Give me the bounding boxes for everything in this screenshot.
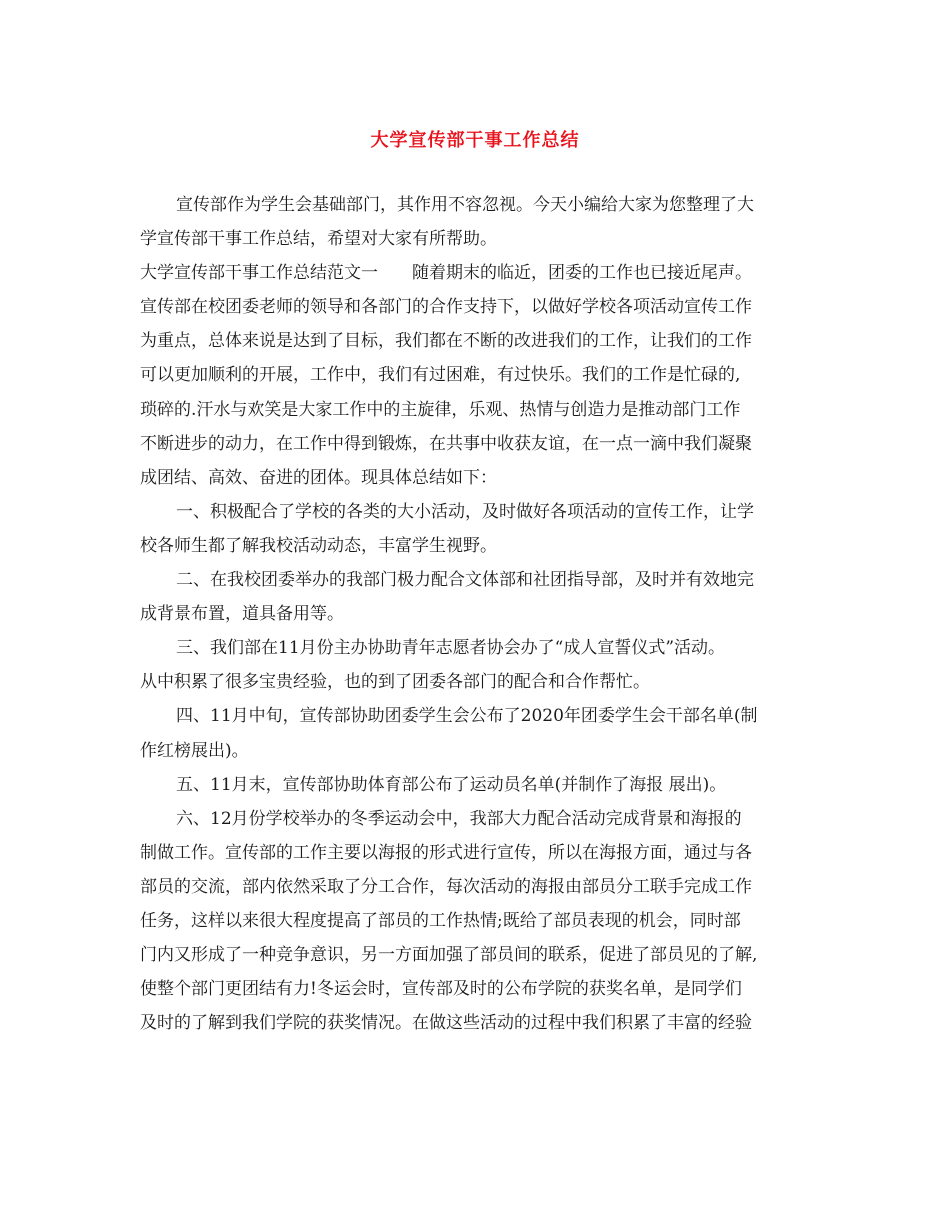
body-line: 门内又形成了一种竞争意识，另一方面加强了部员间的联系，促进了部员见的了解, [140, 945, 758, 966]
body-line: 四、11月中旬，宣传部协助团委学生会公布了2020年团委学生会干部名单(制 [176, 706, 758, 727]
body-line: 任务，这样以来很大程度提高了部员的工作热情;既给了部员表现的机会，同时部 [140, 910, 741, 931]
body-line: 不断进步的动力，在工作中得到锻炼，在共事中收获友谊，在一点一滴中我们凝聚 [140, 433, 752, 454]
body-line: 校各师生都了解我校活动动态，丰富学生视野。 [140, 535, 497, 556]
body-line: 学宣传部干事工作总结，希望对大家有所帮助。 [140, 229, 497, 250]
body-line: 成背景布置，道具备用等。 [140, 604, 344, 625]
body-line: 琐碎的.汗水与欢笑是大家工作中的主旋律，乐观、热情与创造力是推动部门工作 [140, 399, 741, 420]
body-line: 及时的了解到我们学院的获奖情况。在做这些活动的过程中我们积累了丰富的经验 [140, 1013, 752, 1034]
body-line: 一、积极配合了学校的各类的大小活动，及时做好各项活动的宣传工作，让学 [176, 501, 754, 522]
body-line: 制做工作。宣传部的工作主要以海报的形式进行宣传，所以在海报方面，通过与各 [140, 842, 752, 863]
body-line: 五、11月末，宣传部协助体育部公布了运动员名单(并制作了海报 展出)。 [176, 774, 727, 795]
body-line: 成团结、高效、奋进的团体。现具体总结如下： [140, 467, 497, 488]
body-line: 为重点，总体来说是达到了目标，我们都在不断的改进我们的工作，让我们的工作 [140, 331, 752, 352]
body-line: 大学宣传部干事工作总结范文一 随着期末的临近，团委的工作也已接近尾声。 [140, 263, 752, 284]
body-line: 宣传部作为学生会基础部门，其作用不容忽视。今天小编给大家为您整理了大 [176, 195, 754, 215]
body-line: 六、12月份学校举办的冬季运动会中，我部大力配合活动完成背景和海报的 [176, 808, 742, 829]
body-line: 作红榜展出)。 [140, 740, 249, 761]
body-line: 使整个部门更团结有力!冬运会时，宣传部及时的公布学院的获奖名单，是同学们 [140, 979, 742, 1000]
body-line: 宣传部在校团委老师的领导和各部门的合作支持下，以做好学校各项活动宣传工作 [140, 297, 752, 318]
document-body [140, 188, 820, 1040]
body-line: 可以更加顺利的开展，工作中，我们有过困难，有过快乐。我们的工作是忙碌的, [140, 365, 741, 386]
body-line: 部员的交流，部内依然采取了分工合作，每次活动的海报由部员分工联手完成工作 [140, 876, 752, 897]
body-line: 三、我们部在11月份主办协助青年志愿者协会办了“成人宣誓仪式”活动。 [176, 638, 726, 659]
body-line: 二、在我校团委举办的我部门极力配合文体部和社团指导部，及时并有效地完 [176, 570, 754, 591]
document-title: 大学宣传部干事工作总结 [370, 130, 580, 151]
body-line: 从中积累了很多宝贵经验，也的到了团委各部门的配合和合作帮忙。 [140, 672, 650, 693]
